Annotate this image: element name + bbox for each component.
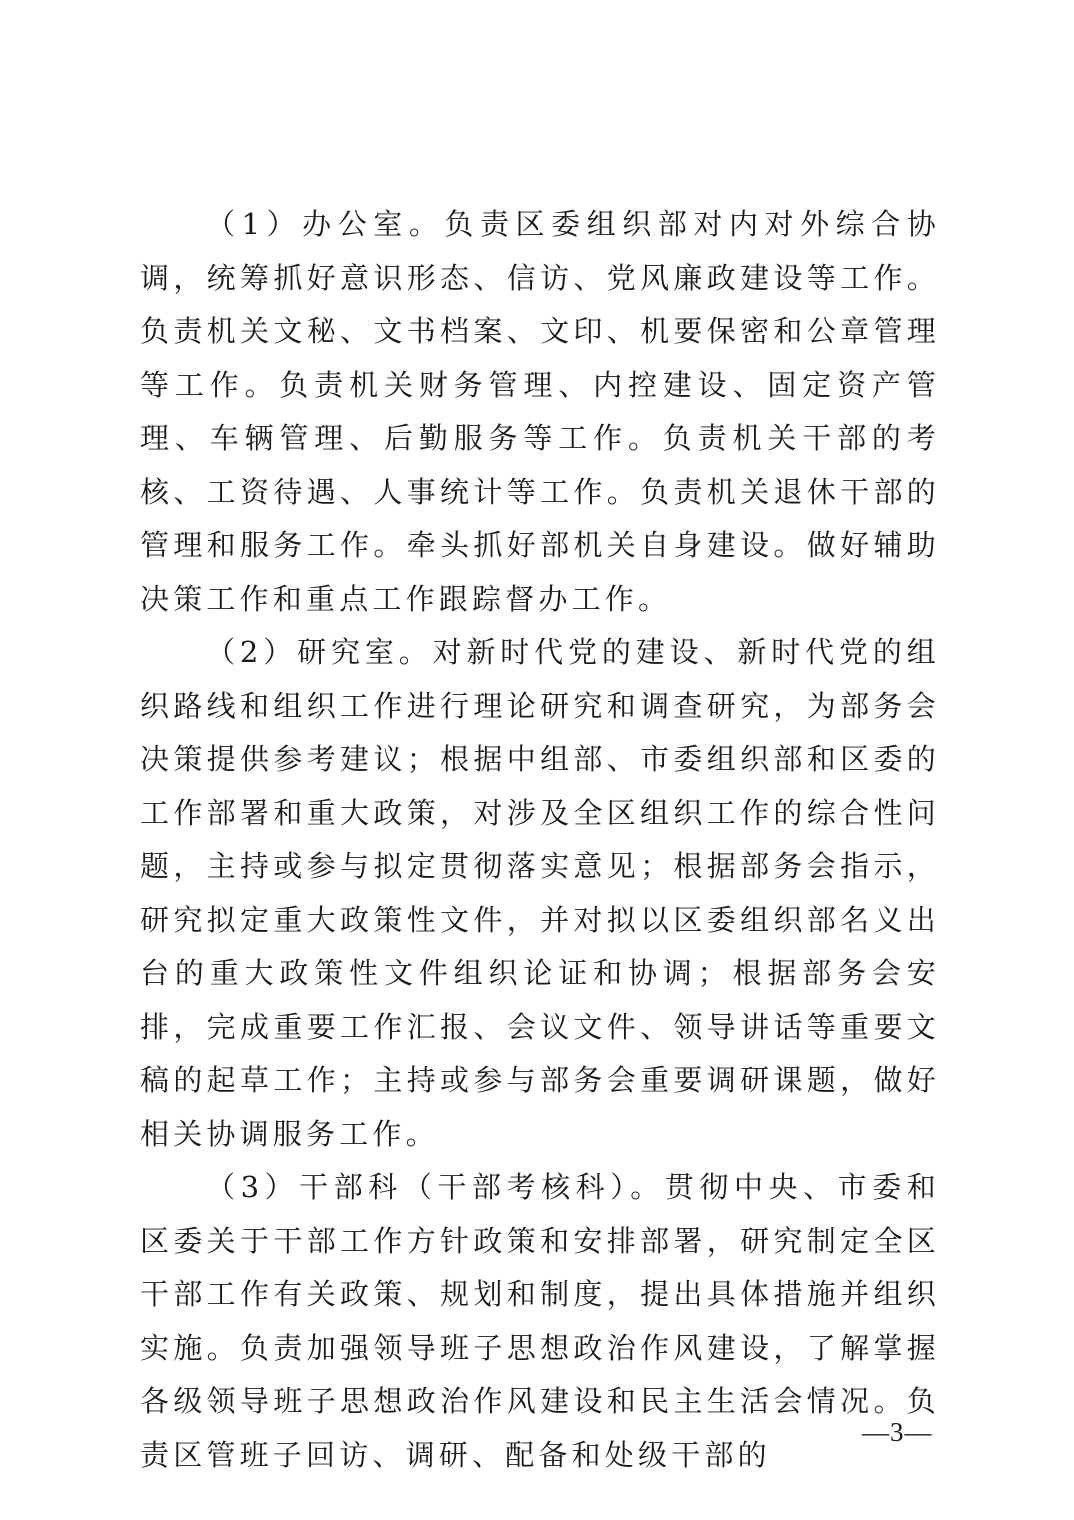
paragraph-research-office: （2）研究室。对新时代党的建设、新时代党的组织路线和组织工作进行理论研究和调查研究，为部务会决策提供参考建议；根据中组部、市委组织部和区委的工作部署和重大政策，对涉及全区组织工作的综合性问题，主持或参与拟定贯彻落实意见；根据部务会指示，研究拟定重大政策性文件，并对拟以区委组织部名义出台的重大政策性文件组织论证和协调；根据部务会安排，完成重要工作汇报、会议文件、领导讲话等重要文稿的起草工作；主持或参与部务会重要调研课题，做好相关协调服务工作。 bbox=[140, 635, 940, 1151]
document-body bbox=[140, 198, 940, 1482]
paragraph-office: （1）办公室。负责区委组织部对内对外综合协调，统筹抓好意识形态、信访、党风廉政建设等工作。负责机关文秘、文书档案、文印、机要保密和公章管理等工作。负责机关财务管理、内控建设、固定资产管理、车辆管理、后勤服务等工作。负责机关干部的考核、工资待遇、人事统计等工作。负责机关退休干部的管理和服务工作。牵头抓好部机关自身建设。做好辅助决策工作和重点工作跟踪督办工作。 bbox=[140, 207, 940, 616]
paragraph-cadre-section: （3）干部科（干部考核科）。贯彻中央、市委和区委关于干部工作方针政策和安排部署，研究制定全区干部工作有关政策、规划和制度，提出具体措施并组织实施。负责加强领导班子思想政治作风建设，了解掌握各级领导班子思想政治作风建设和民主生活会情况。负责区管班子回访、调研、配备和处级干部的 bbox=[140, 1170, 940, 1472]
page-number: —3— bbox=[862, 1417, 933, 1447]
